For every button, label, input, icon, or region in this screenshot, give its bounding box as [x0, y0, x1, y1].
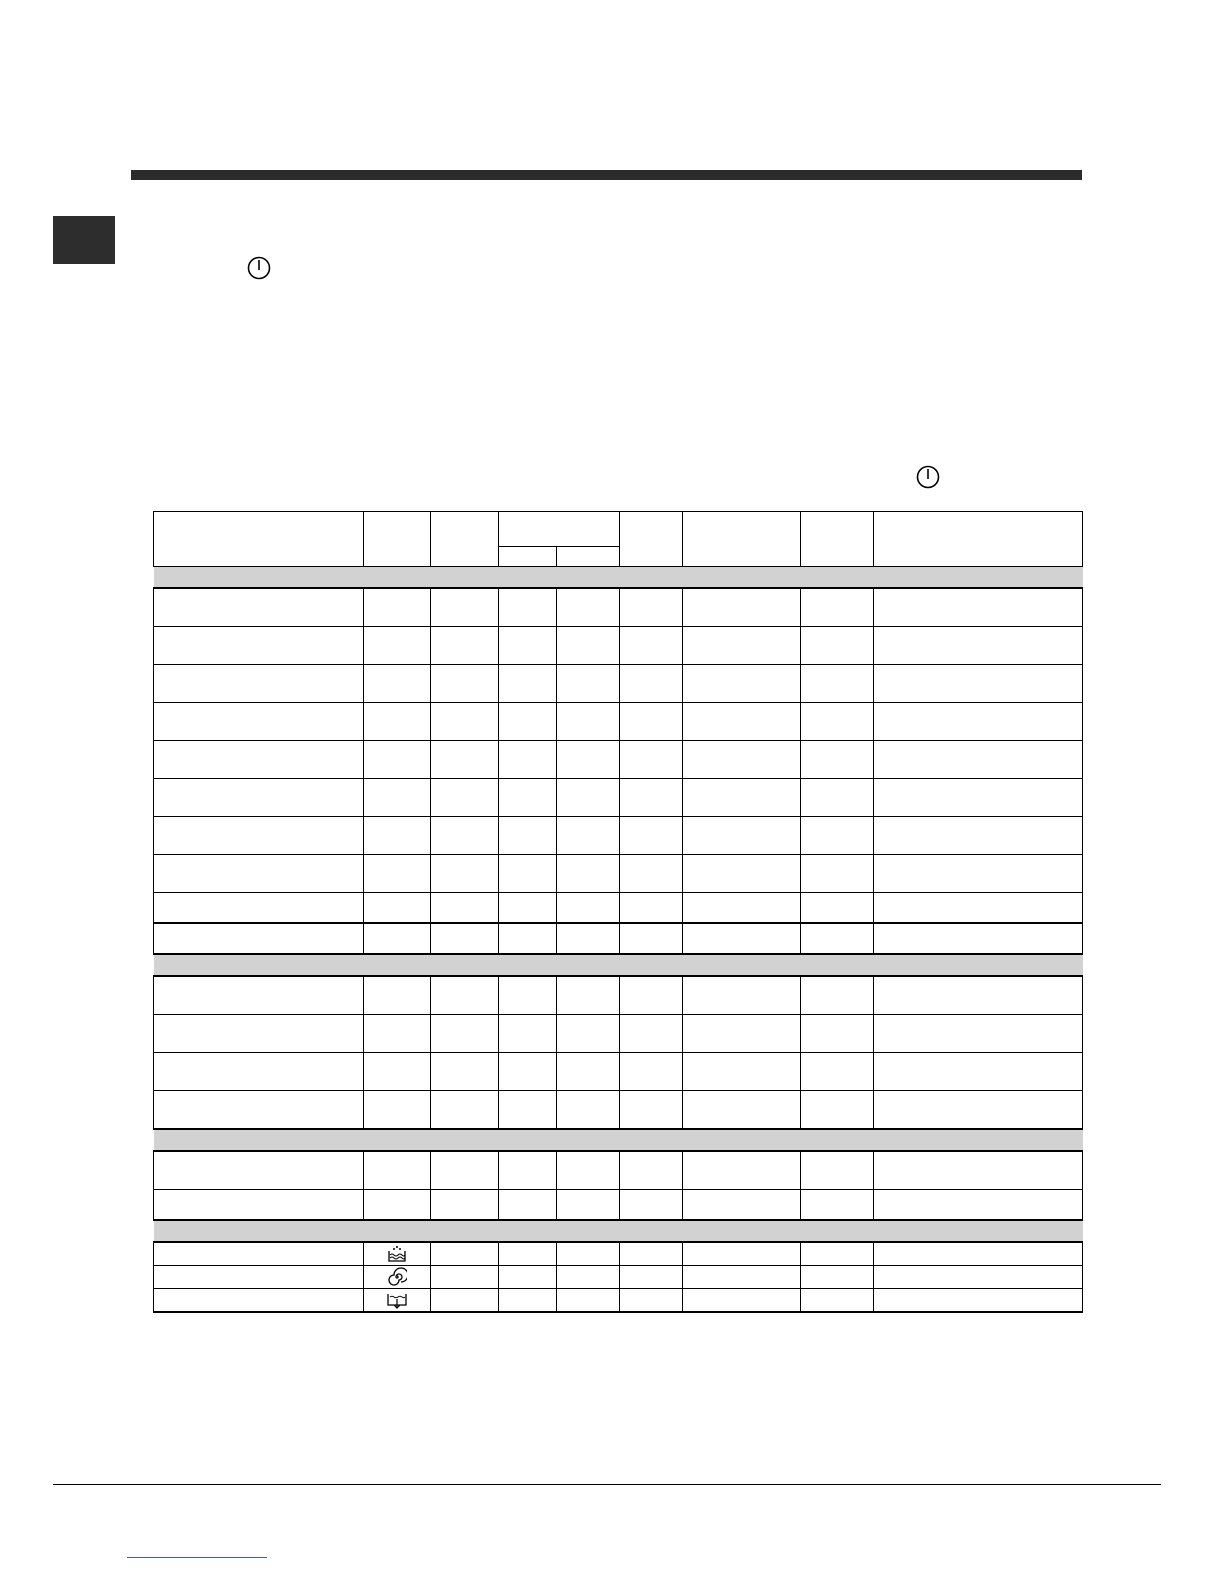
table-row [154, 779, 1083, 817]
rinse-icon [364, 1242, 431, 1266]
table-row [154, 1289, 1083, 1313]
table-header-row [154, 512, 1083, 547]
table-row [154, 1053, 1083, 1091]
table-row [154, 703, 1083, 741]
table-row [154, 1151, 1083, 1190]
drain-icon [364, 1289, 431, 1313]
footer-rule [53, 1484, 1161, 1485]
programme-table [153, 511, 1083, 1313]
header-cell [620, 512, 683, 567]
table-row [154, 627, 1083, 665]
header-cell [499, 512, 620, 547]
table-row [154, 855, 1083, 893]
header-cell [364, 512, 431, 567]
footer-link[interactable] [127, 1557, 267, 1558]
table-row [154, 1091, 1083, 1130]
table-row [154, 665, 1083, 703]
header-subcell [499, 547, 557, 567]
table-row [154, 923, 1083, 954]
section-header-row [154, 1220, 1083, 1242]
section-header-row [154, 1129, 1083, 1151]
table-row [154, 1190, 1083, 1221]
table-row [154, 893, 1083, 924]
table-row [154, 741, 1083, 779]
header-subcell [557, 547, 620, 567]
table-row [154, 976, 1083, 1015]
table-row [154, 1015, 1083, 1053]
header-cell [431, 512, 499, 567]
section-header-row [154, 567, 1083, 589]
table-row [154, 817, 1083, 855]
language-tab [53, 216, 115, 264]
section-header-row [154, 954, 1083, 976]
power-icon [915, 464, 941, 490]
header-cell [874, 512, 1083, 567]
header-cell [154, 512, 364, 567]
table-row [154, 588, 1083, 627]
header-cell [683, 512, 801, 567]
table-row [154, 1242, 1083, 1266]
spin-icon [364, 1266, 431, 1289]
table-row [154, 1266, 1083, 1289]
power-icon [246, 255, 272, 281]
header-cell [801, 512, 874, 567]
header-rule [131, 170, 1082, 180]
